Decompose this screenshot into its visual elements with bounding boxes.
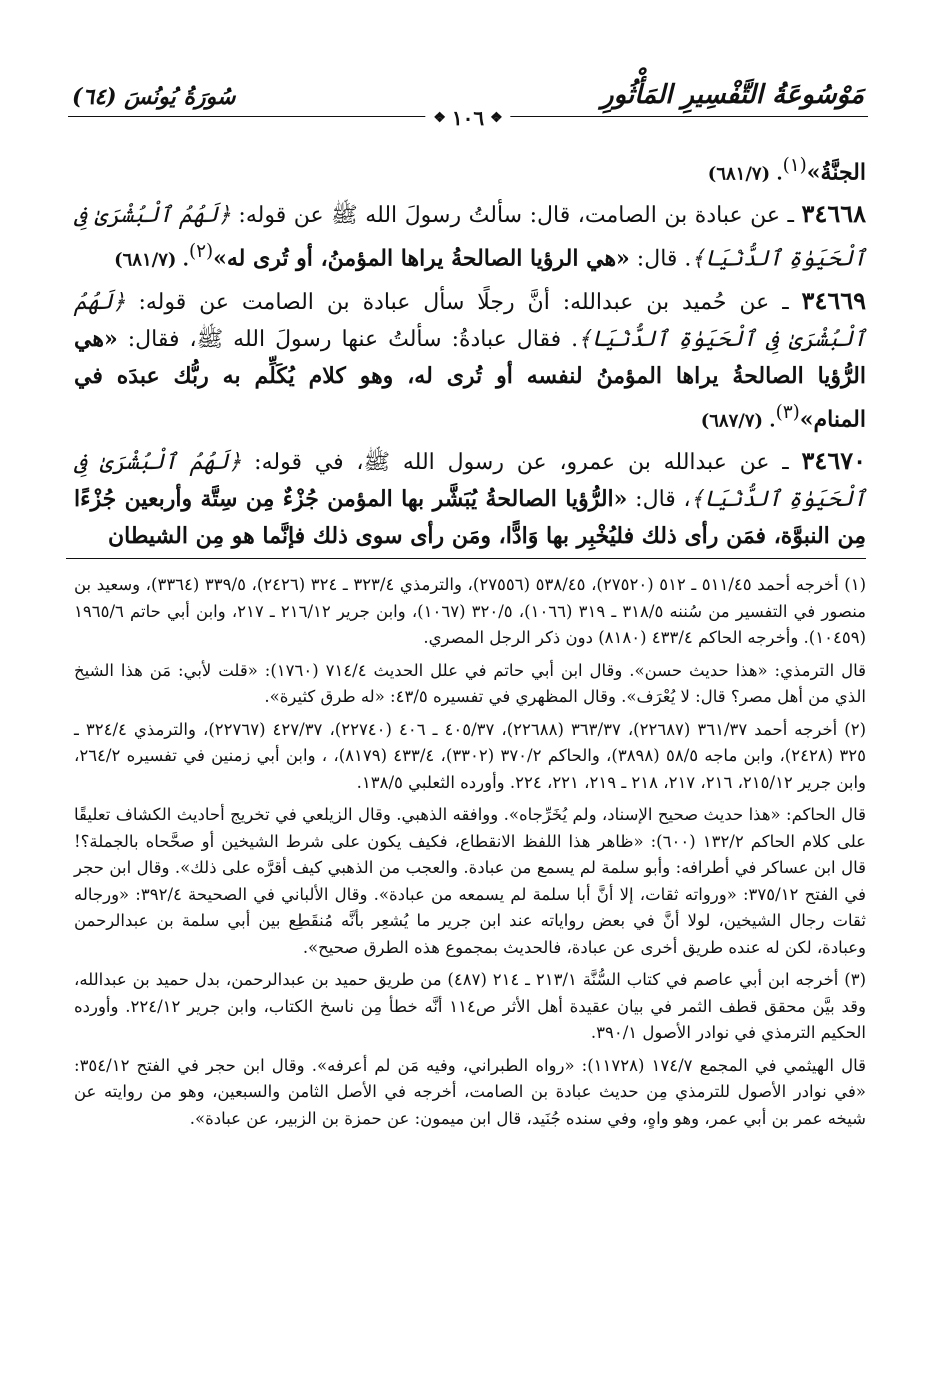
hadith-matn: «هي الرُّؤيا الصالحةُ يراها المؤمنُ لنفسه أو تُرى له، وهو كلام يُكَلِّم به ربُّك عبدَه في المنام» [74,325,866,432]
footnote-3-commentary: قال الهيثمي في المجمع ١٧٤/٧ (١١٧٢٨): «رواه الطبراني، وفيه مَن لم أعرفه». وقال ابن حجر في الفتح ٣٥٤/١٢: «في نوادر الأصول للترمذي مِن حديث عبادة بن الصامت، أخرجه في الأصل الثامن والسبعين، وهو من روايته عن شيخه عمر بن أبي عمر، وهو واهٍ، وفي سنده جُنَيد، قال ابن ميمون: عن حمزة بن الزبير، عن عبادة». [74,1055,866,1128]
hadith-text: ، قال: [627,486,691,512]
page-number: ١٠٦ [451,106,485,130]
paragraph-continuation [74,148,866,192]
continued-text: الجنَّةُ» [806,159,866,186]
book-title: مَوْسُوعَةُ التَّفْسِيرِ المَأْثُورِ [601,80,864,110]
hadith-matn: «الرُّؤيا الصالحةُ يُبَشَّر بها المؤمن جُزْءٌ مِن سِتَّة وأربعين جُزْءًا مِن النبوَّة، فمَن رأى ذلك فليُخْبِر بها وَادًّا، ومَن رأى سوى ذلك فإنَّما هو مِن الشيطان [74,485,866,549]
footnote-marker: (١) [782,155,807,176]
page-header [68,70,868,132]
page-number-block [425,106,510,130]
hadith-34668 [74,196,866,278]
ornament-icon: ❖ [433,110,446,126]
hadith-text: ـ عن حُميد بن عبدالله: أنَّ رجلًا سأل عبادة بن الصامت عن قوله: [125,289,802,315]
hadith-text: . فقال عبادةُ: سألتُ عنها رسولَ الله ﷺ، فقال: [117,326,579,352]
quran-quote: ﴿لَهُمُ ٱلْبُشْرَىٰ فِى ٱلْحَيَوٰةِ ٱلدُّنْيَا﴾ [74,289,866,352]
footnote-2: (٢) أخرجه أحمد ٣٦١/٣٧ (٢٢٦٨٧)، ٣٦٣/٣٧ (٢٢٦٨٨)، ٤٠٥/٣٧ ـ ٤٠٦ (٢٢٧٤٠)، ٤٢٧/٣٧ (٢٢٧٦٧)، والترمذي ٣٢٤/٤ ـ ٣٢٥ (٢٤٢٨)، وابن ماجه ٥٨/٥ (٣٨٩٨)، والحاكم ٣٧٠/٢ (٣٣٠٢)، ٤٣٣/٤ (٨١٧٩)، ، وابن أبي زمنين في تفسيره ٢٦٤/٢، وابن جرير ٢١٥/١٢، ٢١٦، ٢١٧، ٢١٨ ـ ٢١٩، ٢٢١، ٢٢٤. وأورده الثعلبي ١٣٨/٥. [74,719,867,792]
footnotes [74,572,866,1138]
hadith-number: ٣٤٦٦٨ [801,199,866,229]
footnote-3: (٣) أخرجه ابن أبي عاصم في كتاب السُّنَّة ٢١٣/١ ـ ٢١٤ (٤٨٧) من طريق حميد بن عبدالرحمن، بدل حميد بن عبدالله، وقد بيَّن محقق قطف الثمر في بيان عقيدة أهل الأثر ص١١٤ أنَّه خطأ مِن ناسخ الكتاب، وابن جرير ٢٢٤/١٢. وأورده الحكيم الترمذي في نوادر الأصول ٣٩٠/١. [74,970,866,1042]
hadith-number: ٣٤٦٦٩ [801,285,866,315]
hadith-34670 [74,443,866,555]
ornament-icon: ❖ [490,110,503,126]
hadith-text: . قال: [629,246,692,272]
surah-label: سُورَةُ يُونُسَ (٦٤) [72,84,236,110]
footnote-2-commentary: قال الحاكم: «هذا حديث صحيح الإسناد، ولم يُخَرِّجاه». ووافقه الذهبي. وقال الزيلعي في تخريج أحاديث الكشاف تعليقًا على كلام الحاكم ١٣٢/٢ (٦٠٠): «ظاهر هذا اللفظ الانقطاع، فكيف يكون على شرط الشيخين أو صحَّحاه بالجملة؟! قال ابن عساكر في أطرافه: وأبو سلمة لم يسمع من عبادة. والعجب من الذهبي كيف أقرَّه على ذلك». وقال ابن حجر في الفتح ٣٧٥/١٢: «ورواته ثقات، إلا أنَّ أبا سلمة لم يسمعه من عبادة». وقال الألباني في الصحيحة ٣٩٢/٤: «ورجاله ثقات رجال الشيخين، لولا أنَّ في بعض رواياته عند ابن جرير ما يُشعِر بأنَّه مُنقَطِع بين أبي سلمة بن عبدالرحمن وعبادة، لكن له عنده طريق أخرى عن عبادة، فالحديث بمجموع هذه الطرق صحيح». [74,805,866,957]
hadith-34669 [74,283,866,439]
footnote-marker: (٣) [775,401,800,423]
footnote-1-commentary: قال الترمذي: «هذا حديث حسن». وقال ابن أبي حاتم في علل الحديث ٧١٤/٤ (١٧٦٠): «قلت لأبي: مَن هذا الشيخ الذي من أهل مصر؟ قال: لا يُعْرَف». وقال المظهري في تفسيره ٤٣/٥: «له طرق كثيرة». [74,660,866,706]
footnote-1: (١) أخرجه أحمد ٥١١/٤٥ ـ ٥١٢ (٢٧٥٢٠)، ٥٣٨/٤٥ (٢٧٥٥٦)، والترمذي ٣٢٣/٤ ـ ٣٢٤ (٢٤٢٦)، ٣٣٩/٥ (٣٣٦٤)، وسعيد بن منصور في التفسير من سُننه ٣١٨/٥ ـ ٣١٩ (١٠٦٦)، ٣٢٠/٥ (١٠٦٧)، وابن جرير ٢١٦/١٢ ـ ٢١٧، وابن أبي حاتم ١٩٦٥/٦ (١٠٤٥٩). وأخرجه الحاكم ٤٣٣/٤ (٨١٨٠) دون ذكر الرجل المصري. [74,575,867,647]
quran-quote: ﴿لَهُمُ ٱلْبُشْرَىٰ فِى ٱلْحَيَوٰةِ ٱلدُّنْيَا﴾ [74,449,866,512]
hadith-text: ـ عن عبدالله بن عمرو، عن رسول الله ﷺ، في قوله: [241,449,802,475]
cross-reference: . (٦٨١/٧) [114,249,189,271]
footnote-marker: (٢) [188,241,214,263]
footnote-separator [66,558,866,559]
hadith-matn: «هي الرؤيا الصالحةُ يراها المؤمنُ، أو تُرى له» [213,245,630,272]
hadith-number: ٣٤٦٧٠ [801,445,866,475]
quran-quote: ﴿لَهُمُ ٱلْبُشْرَىٰ فِى ٱلْحَيَوٰةِ ٱلدُّنْيَا﴾ [74,203,866,272]
cross-reference: . (٦٨١/٧) [707,163,783,185]
hadith-text: ـ عن عبادة بن الصامت، قال: سألتُ رسولَ الله ﷺ عن قوله: [230,203,802,229]
cross-reference: . (٦٨٧/٧) [700,409,776,431]
main-text [74,148,866,559]
